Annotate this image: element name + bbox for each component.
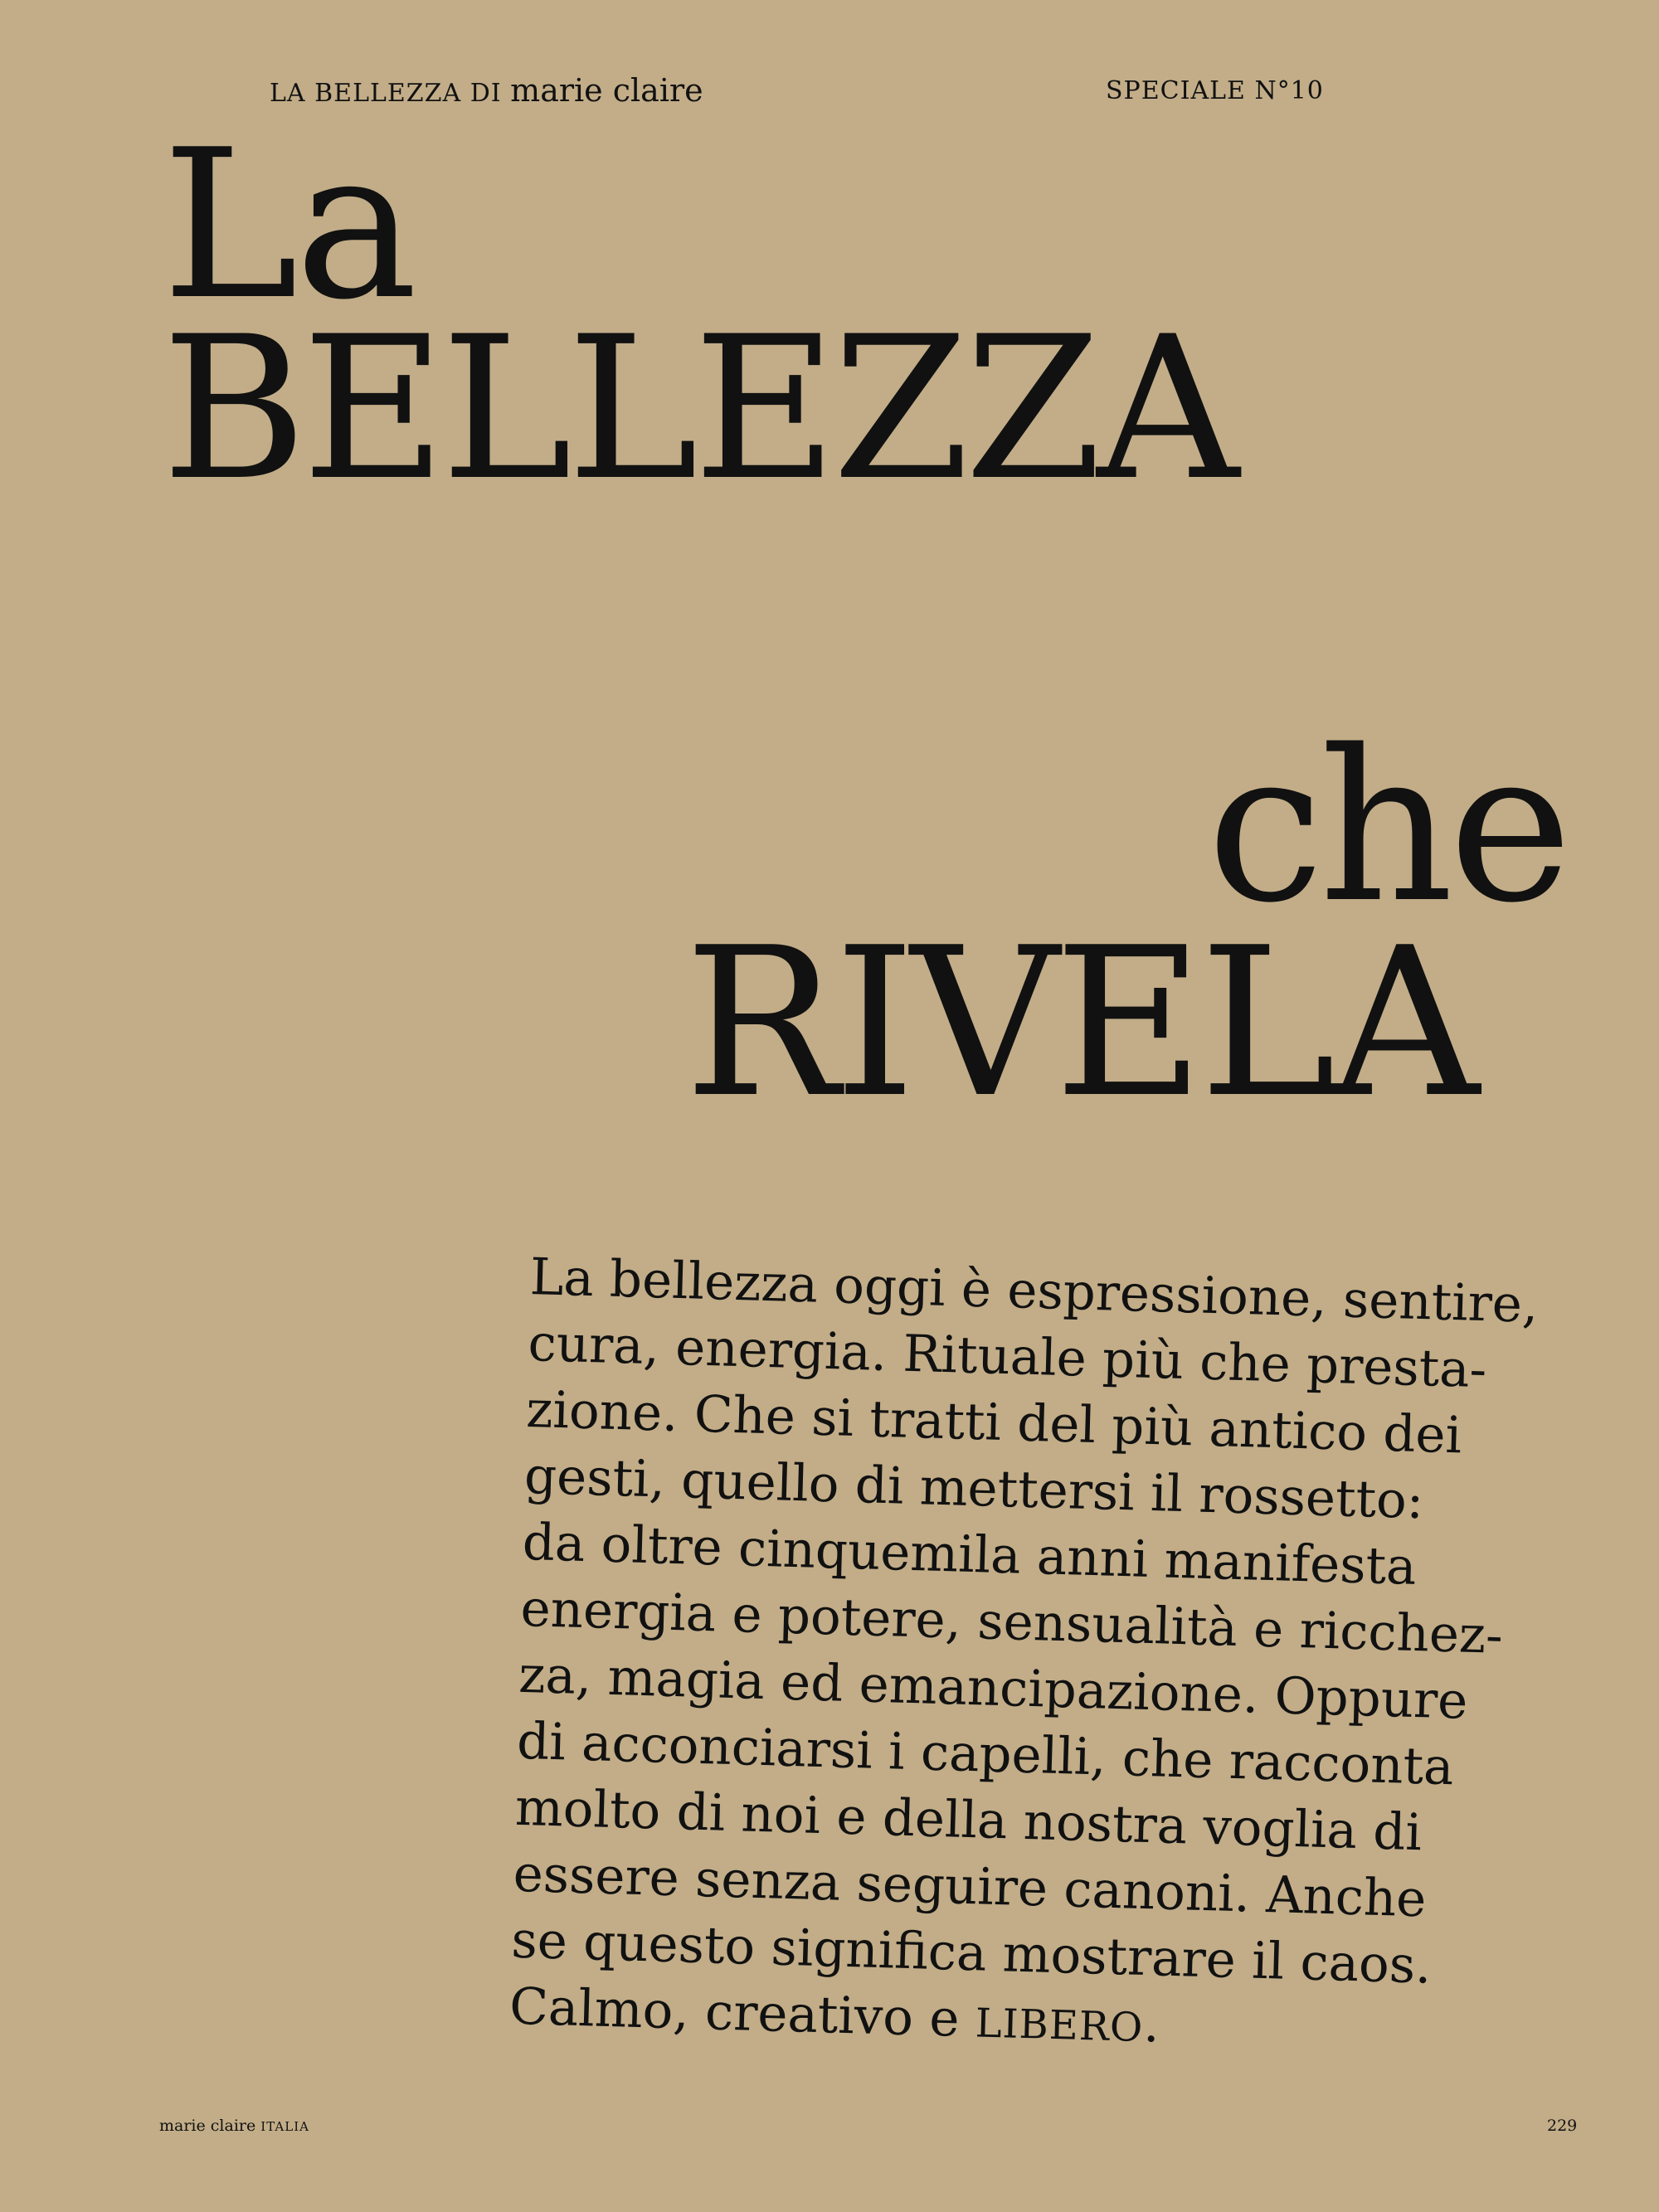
issue-label: SPECIALE N°10	[1106, 76, 1324, 105]
footer-brand	[159, 2118, 309, 2134]
body-line: La bellezza oggi è espressione, sentire,	[528, 1247, 1540, 1334]
body-line: se questo significa mostrare il caos.	[510, 1910, 1433, 1996]
header-kicker: LA BELLEZZA DI	[270, 79, 502, 108]
title-line-rivela: RIVELA	[684, 904, 1475, 1143]
body-last-line-start: Calmo, creativo e	[508, 1976, 976, 2049]
body-emphasis-word: LIBERO	[974, 2000, 1145, 2051]
running-header	[270, 72, 703, 109]
body-line: gesti, quello di mettersi il rossetto:	[523, 1446, 1425, 1531]
page-number: 229	[1547, 2117, 1578, 2135]
title-line-la: La	[162, 106, 415, 345]
body-line: zione. Che si tratti del più antico dei	[525, 1379, 1463, 1466]
body-paragraph	[508, 1244, 1600, 2073]
body-line: di acconciarsi i capelli, che racconta	[516, 1711, 1455, 1797]
body-last-line-end: .	[1142, 1994, 1160, 2054]
body-line: da oltre cinquemila anni manifesta	[521, 1512, 1418, 1597]
body-line: molto di noi e della nostra voglia di	[514, 1777, 1423, 1863]
title-line-bellezza: BELLEZZA	[162, 294, 1235, 524]
footer-edition: ITALIA	[260, 2119, 309, 2134]
body-line: za, magia ed emancipazione. Oppure	[518, 1645, 1469, 1731]
header-brand: marie claire	[510, 72, 703, 109]
body-line: cura, energia. Rituale più che presta-	[527, 1313, 1488, 1400]
title-line-che: che	[1207, 706, 1568, 949]
footer-brand-name: marie claire	[159, 2117, 256, 2135]
body-line: energia e potere, sensualità e ricchez-	[519, 1578, 1504, 1665]
body-line: essere senza seguire canoni. Anche	[512, 1844, 1428, 1929]
